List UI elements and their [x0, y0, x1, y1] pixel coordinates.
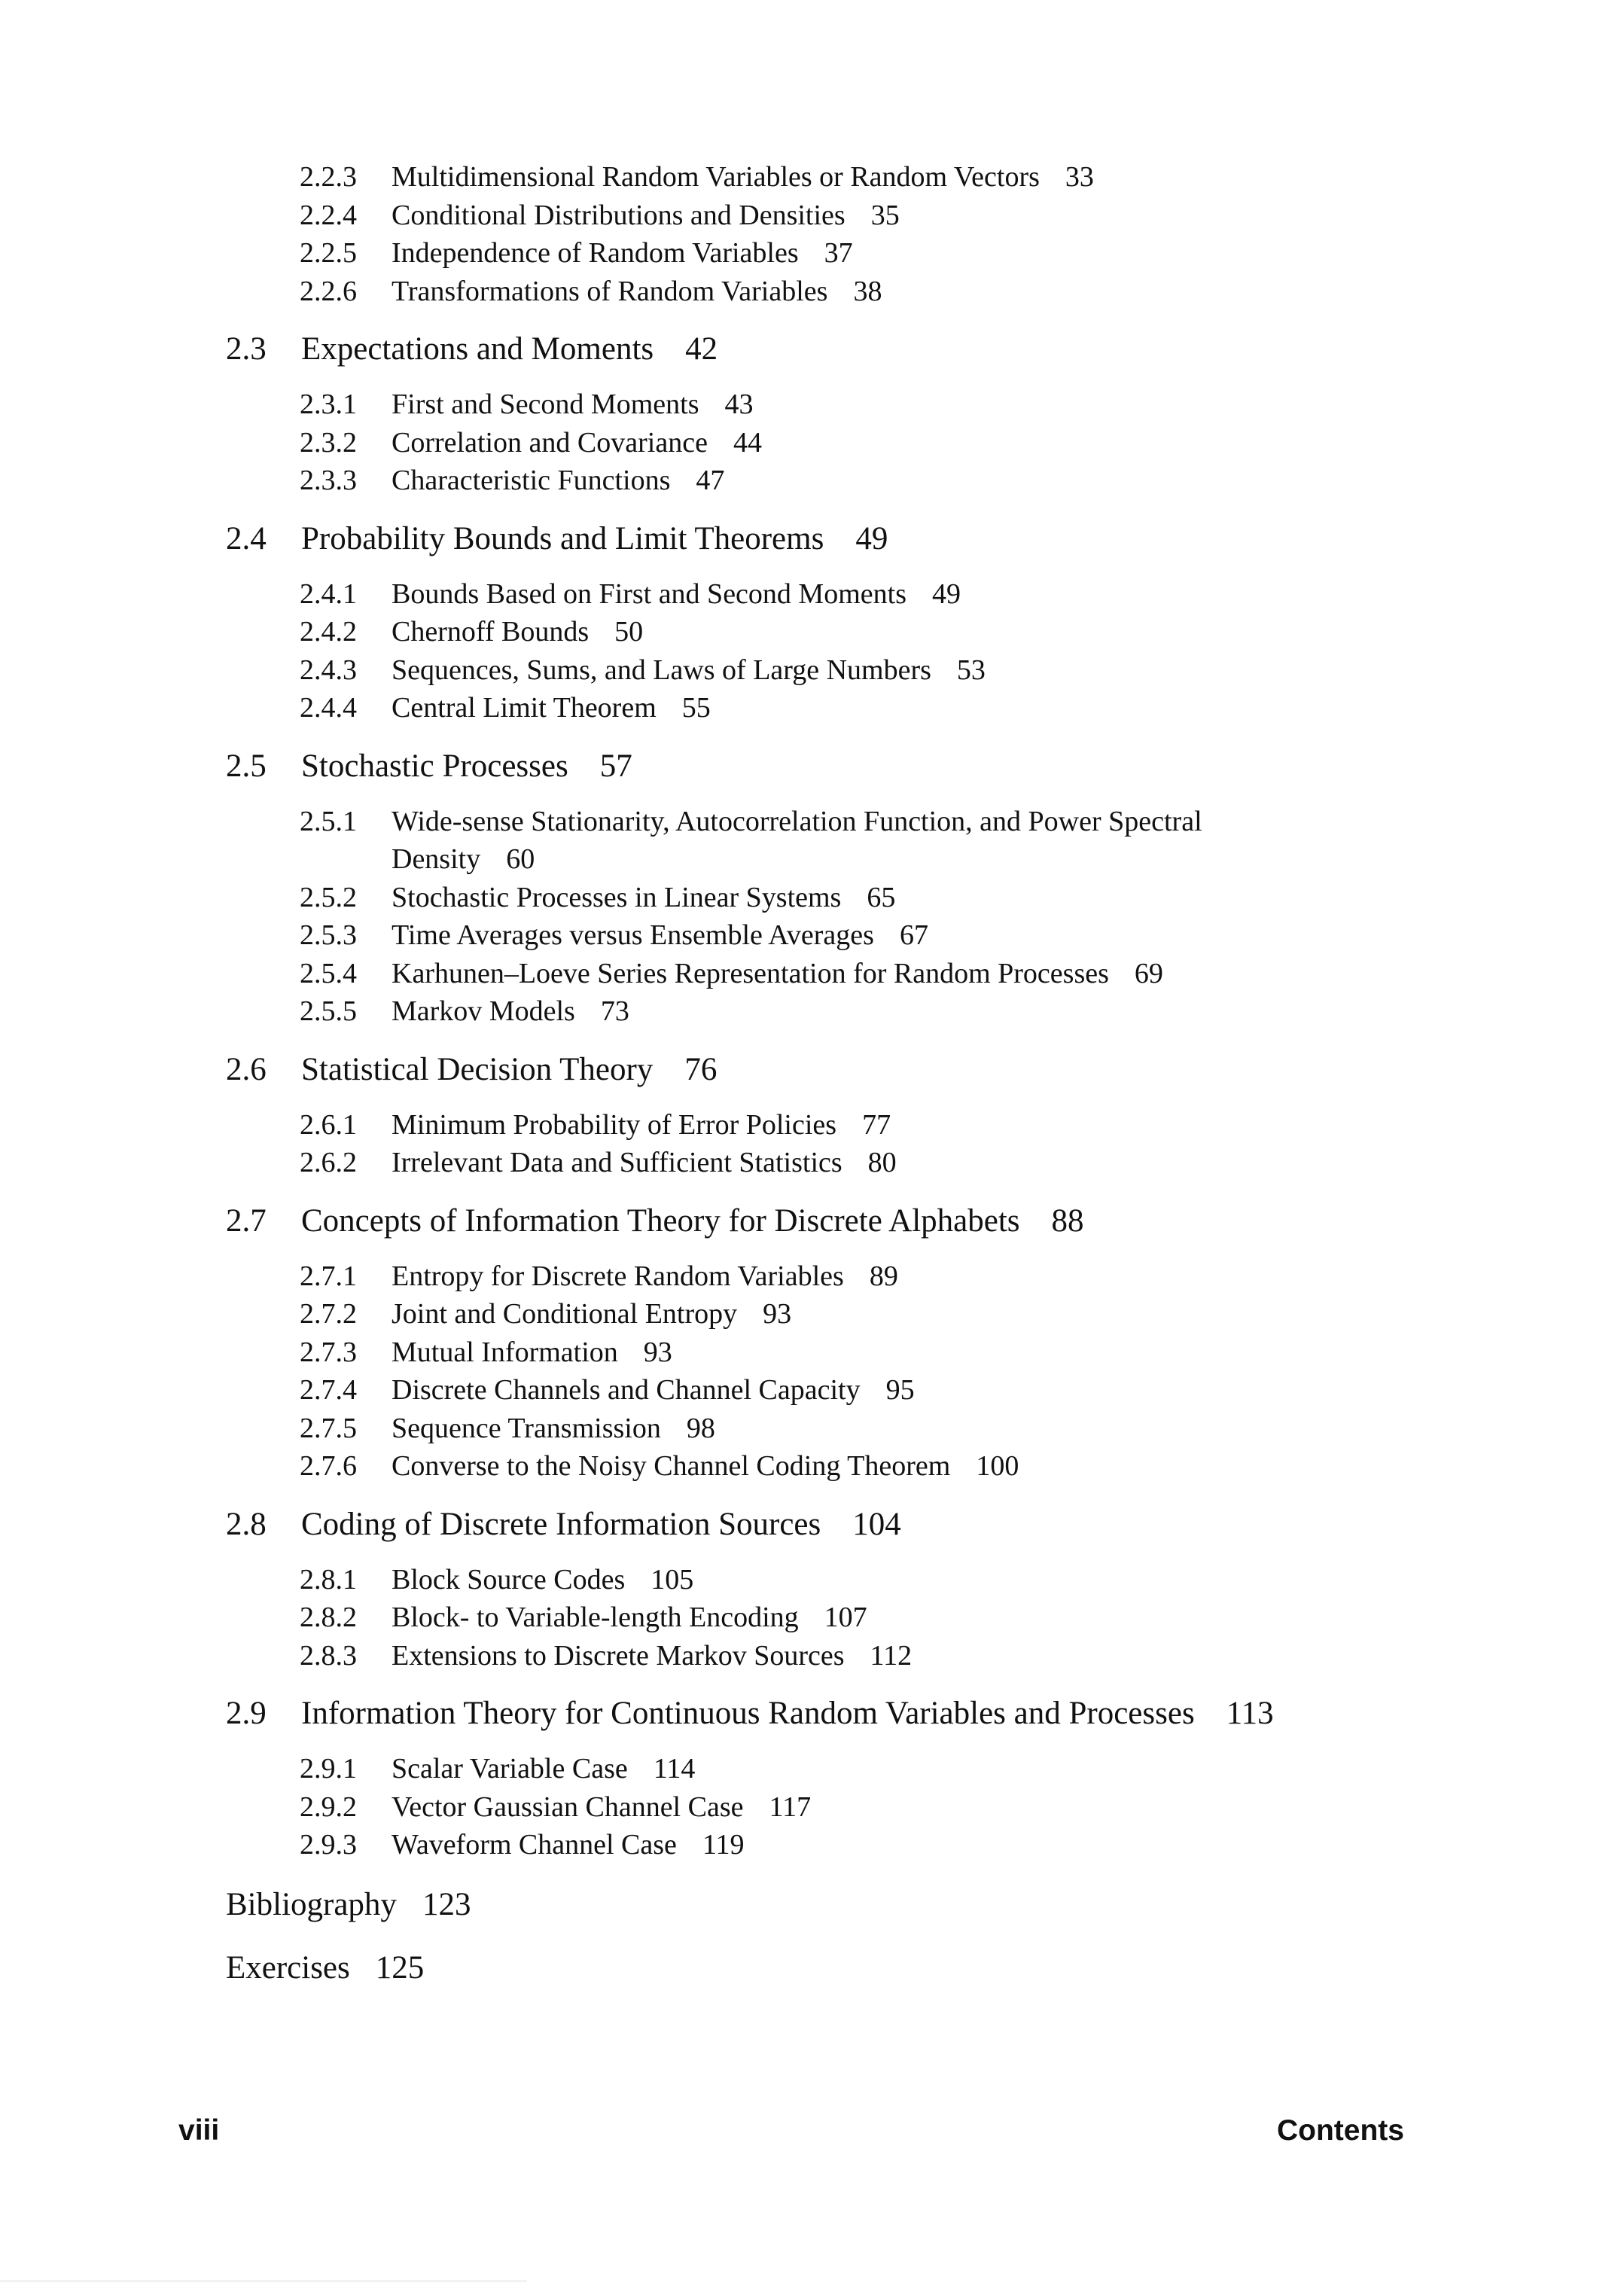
- toc-entry-number: 2.3.3: [300, 465, 357, 496]
- toc-entry-title: Mutual Information: [392, 1336, 618, 1368]
- toc-entry-number: 2.7: [226, 1202, 267, 1239]
- toc-subsection-entry: [226, 1788, 1431, 1827]
- toc-entry-page: 69: [1134, 957, 1163, 989]
- toc-subsection-entry: [226, 1333, 1431, 1372]
- toc-entry-title: Markov Models: [392, 995, 575, 1027]
- toc-entry-page: 105: [651, 1563, 694, 1596]
- toc-entry-number: 2.9.1: [300, 1753, 357, 1785]
- toc-entry-page: 73: [600, 995, 629, 1027]
- toc-entry-page: 49: [931, 578, 961, 610]
- toc-entry-title: Statistical Decision Theory: [301, 1051, 654, 1087]
- toc-entry-number: 2.8: [226, 1506, 267, 1542]
- toc-entry-number: 2.5.4: [300, 957, 357, 989]
- toc-subsection-entry: [226, 1561, 1431, 1599]
- toc-entry-number: 2.7.4: [300, 1374, 357, 1406]
- toc-subsection-entry: [226, 197, 1431, 235]
- toc-subsection-entry: [226, 1371, 1431, 1410]
- toc-entry-number: 2.5.3: [300, 919, 357, 951]
- toc-entry-title: Expectations and Moments: [301, 331, 654, 367]
- toc-entry-page: 49: [855, 520, 888, 556]
- toc-entry-title: Central Limit Theorem: [392, 692, 657, 724]
- toc-entry-page: 123: [422, 1886, 471, 1922]
- toc-entry-page: 104: [852, 1506, 901, 1542]
- toc-entry-title: Transformations of Random Variables: [392, 275, 828, 307]
- toc-entry-page: 38: [853, 275, 882, 307]
- toc-entry-number: 2.7.1: [300, 1260, 357, 1292]
- toc-entry-title: Concepts of Information Theory for Discrete Alphabets: [301, 1202, 1020, 1239]
- toc-entry-title: Correlation and Covariance: [392, 426, 708, 459]
- toc-entry-page: 43: [724, 389, 754, 420]
- toc-entry-page: 93: [763, 1298, 792, 1330]
- toc-subsection-entry: [226, 1599, 1431, 1637]
- toc-entry-number: 2.3.2: [300, 426, 357, 459]
- toc-entry-number: 2.8.1: [300, 1563, 357, 1596]
- toc-subsection-entry: [226, 386, 1431, 424]
- toc-entry-page: 33: [1065, 161, 1094, 193]
- toc-entry-title: Sequence Transmission: [392, 1412, 661, 1444]
- toc-entry-title: Vector Gaussian Channel Case: [392, 1791, 744, 1823]
- toc-entry-page: 67: [899, 919, 928, 951]
- toc-entry-number: 2.4.2: [300, 616, 357, 648]
- toc-entry-number: 2.5.5: [300, 995, 357, 1027]
- toc-entry-number: 2.2.5: [300, 237, 357, 269]
- toc-entry-title: Characteristic Functions: [392, 465, 671, 496]
- toc-entry-page: 50: [614, 616, 644, 648]
- toc-entry-number: 2.4: [226, 520, 267, 556]
- toc-entry-number: 2.2.3: [300, 161, 357, 193]
- toc-entry-title: Discrete Channels and Channel Capacity: [392, 1374, 861, 1406]
- toc-subsection-entry: [226, 424, 1431, 462]
- toc-entry-number: 2.7.3: [300, 1336, 357, 1368]
- toc-subsection-entry: [226, 992, 1431, 1031]
- toc-entry-title: Entropy for Discrete Random Variables: [392, 1260, 844, 1292]
- toc-entry-page: 89: [869, 1260, 898, 1292]
- toc-entry-number: 2.4.3: [300, 654, 357, 686]
- toc-entry-number: 2.6.2: [300, 1147, 357, 1178]
- toc-section-entry: [226, 517, 1431, 562]
- toc-subsection-entry: [226, 1447, 1431, 1486]
- toc-subsection-entry: [226, 613, 1431, 651]
- toc-entry-page: 44: [733, 426, 762, 459]
- toc-entry-number: 2.8.2: [300, 1602, 357, 1633]
- toc-entry-title: Bounds Based on First and Second Moments: [392, 578, 906, 610]
- toc-entry-page: 47: [696, 465, 725, 496]
- toc-entry-page: 57: [599, 748, 632, 784]
- toc-entry-title: Multidimensional Random Variables or Random Vectors: [392, 161, 1040, 193]
- toc-entry-title: First and Second Moments: [392, 389, 699, 420]
- toc-entry-title: Stochastic Processes in Linear Systems: [392, 881, 842, 913]
- toc-entry-number: 2.4.4: [300, 692, 357, 724]
- toc-entry-number: 2.3: [226, 331, 267, 367]
- toc-entry-number: 2.6: [226, 1051, 267, 1087]
- toc-entry-page: 53: [956, 654, 986, 686]
- toc-entry-page: 125: [375, 1949, 425, 1986]
- toc-entry-number: 2.5: [226, 748, 267, 784]
- toc-entry-page: 107: [824, 1602, 867, 1633]
- toc-entry-page: 88: [1051, 1202, 1084, 1239]
- toc-entry-page: 60: [506, 843, 535, 875]
- toc-entry-page: 93: [643, 1336, 672, 1368]
- toc-backmatter-entry: [226, 1946, 1431, 1991]
- toc-subsection-entry: [226, 689, 1431, 727]
- toc-entry-page: 55: [681, 692, 711, 724]
- toc-subsection-entry: [226, 1637, 1431, 1675]
- toc-entry-title: Sequences, Sums, and Laws of Large Numbers: [392, 654, 931, 686]
- toc-entry-number: 2.4.1: [300, 578, 357, 610]
- toc-subsection-entry: [226, 575, 1431, 614]
- toc-entry-text: [392, 803, 1340, 879]
- toc-entry-page: 42: [685, 331, 718, 367]
- toc-subsection-entry: [226, 1826, 1431, 1864]
- toc-entry-page: 114: [653, 1753, 696, 1785]
- toc-entry-page: 80: [867, 1147, 897, 1178]
- toc-entry-number: 2.7.5: [300, 1412, 357, 1444]
- toc-entry-title: Information Theory for Continuous Random Variables and Processes: [301, 1696, 1195, 1731]
- toc-subsection-entry: [226, 273, 1431, 311]
- toc-entry-page: 112: [870, 1639, 913, 1672]
- toc-entry-number: 2.3.1: [300, 389, 357, 420]
- toc-entry-title: Chernoff Bounds: [392, 616, 590, 648]
- toc-section-entry: [226, 1691, 1431, 1736]
- toc-subsection-entry: [226, 651, 1431, 690]
- toc-entry-title: Karhunen–Loeve Series Representation for Random Processes: [392, 957, 1109, 989]
- toc-section-entry: [226, 744, 1431, 789]
- toc-subsection-entry: [226, 1750, 1431, 1788]
- toc-subsection-entry: [226, 1295, 1431, 1333]
- toc-entry-page: 117: [769, 1791, 812, 1823]
- toc-entry-title: Conditional Distributions and Densities: [392, 199, 846, 231]
- toc-entry-title: Coding of Discrete Information Sources: [301, 1506, 821, 1542]
- toc-entry-page: 77: [862, 1108, 891, 1141]
- toc-entry-number: 2.2.4: [300, 199, 357, 231]
- toc-entry-page: 98: [686, 1412, 715, 1444]
- toc-section-entry: [226, 1047, 1431, 1093]
- toc-subsection-entry: [226, 879, 1431, 917]
- toc-entry-page: 113: [1226, 1696, 1274, 1731]
- toc-subsection-entry: [226, 1257, 1431, 1296]
- toc-entry-title: Block Source Codes: [392, 1563, 626, 1596]
- toc-entry-title: Stochastic Processes: [301, 748, 568, 784]
- toc-entry-number: 2.8.3: [300, 1639, 357, 1672]
- page-number: viii: [178, 2114, 220, 2147]
- toc-entry-title: Independence of Random Variables: [392, 237, 799, 269]
- toc-entry-title: Minimum Probability of Error Policies: [392, 1108, 837, 1141]
- toc-subsection-entry: [226, 803, 1431, 879]
- toc-entry-title: Block- to Variable-length Encoding: [392, 1602, 799, 1633]
- toc-entry-title: Extensions to Discrete Markov Sources: [392, 1639, 845, 1672]
- toc-entry-page: 100: [976, 1450, 1019, 1482]
- toc-subsection-entry: [226, 955, 1431, 993]
- toc-entry-title: Irrelevant Data and Sufficient Statistics: [392, 1147, 842, 1178]
- toc-backmatter-entry: [226, 1882, 1431, 1928]
- toc-entry-number: 2.9.3: [300, 1829, 357, 1861]
- toc-entry-title: Time Averages versus Ensemble Averages: [392, 919, 874, 951]
- table-of-contents: [226, 158, 1431, 1991]
- toc-entry-number: 2.5.2: [300, 881, 357, 913]
- toc-section-entry: [226, 327, 1431, 372]
- toc-entry-number: 2.9.2: [300, 1791, 357, 1823]
- toc-entry-number: 2.7.6: [300, 1450, 357, 1482]
- toc-entry-title: Wide-sense Stationarity, Autocorrelation Function, and Power Spectral Density: [392, 805, 1202, 875]
- toc-entry-number: 2.6.1: [300, 1108, 357, 1141]
- toc-entry-title: Probability Bounds and Limit Theorems: [301, 520, 824, 556]
- toc-subsection-entry: [226, 1106, 1431, 1144]
- toc-entry-title: Bibliography: [226, 1886, 397, 1922]
- toc-subsection-entry: [226, 158, 1431, 197]
- toc-subsection-entry: [226, 916, 1431, 955]
- toc-section-entry: [226, 1502, 1431, 1547]
- toc-subsection-entry: [226, 234, 1431, 273]
- toc-entry-page: 119: [702, 1829, 745, 1861]
- toc-entry-number: 2.9: [226, 1696, 267, 1731]
- toc-entry-title: Waveform Channel Case: [392, 1829, 677, 1861]
- toc-entry-number: 2.2.6: [300, 275, 357, 307]
- toc-section-entry: [226, 1199, 1431, 1244]
- toc-entry-title: Scalar Variable Case: [392, 1753, 628, 1785]
- toc-entry-page: 65: [867, 881, 896, 913]
- toc-entry-page: 76: [684, 1051, 718, 1087]
- toc-entry-number: 2.5.1: [300, 805, 357, 837]
- toc-entry-page: 95: [885, 1374, 915, 1406]
- toc-entry-page: 35: [870, 199, 900, 231]
- toc-subsection-entry: [226, 1144, 1431, 1182]
- scan-edge-line: [0, 2280, 527, 2282]
- toc-entry-title: Converse to the Noisy Channel Coding Theorem: [392, 1450, 951, 1482]
- running-head: Contents: [1277, 2114, 1404, 2147]
- toc-entry-title: Joint and Conditional Entropy: [392, 1298, 738, 1330]
- toc-entry-title: Exercises: [226, 1949, 350, 1986]
- toc-entry-page: 37: [824, 237, 853, 269]
- toc-subsection-entry: [226, 1410, 1431, 1448]
- toc-entry-number: 2.7.2: [300, 1298, 357, 1330]
- toc-subsection-entry: [226, 462, 1431, 500]
